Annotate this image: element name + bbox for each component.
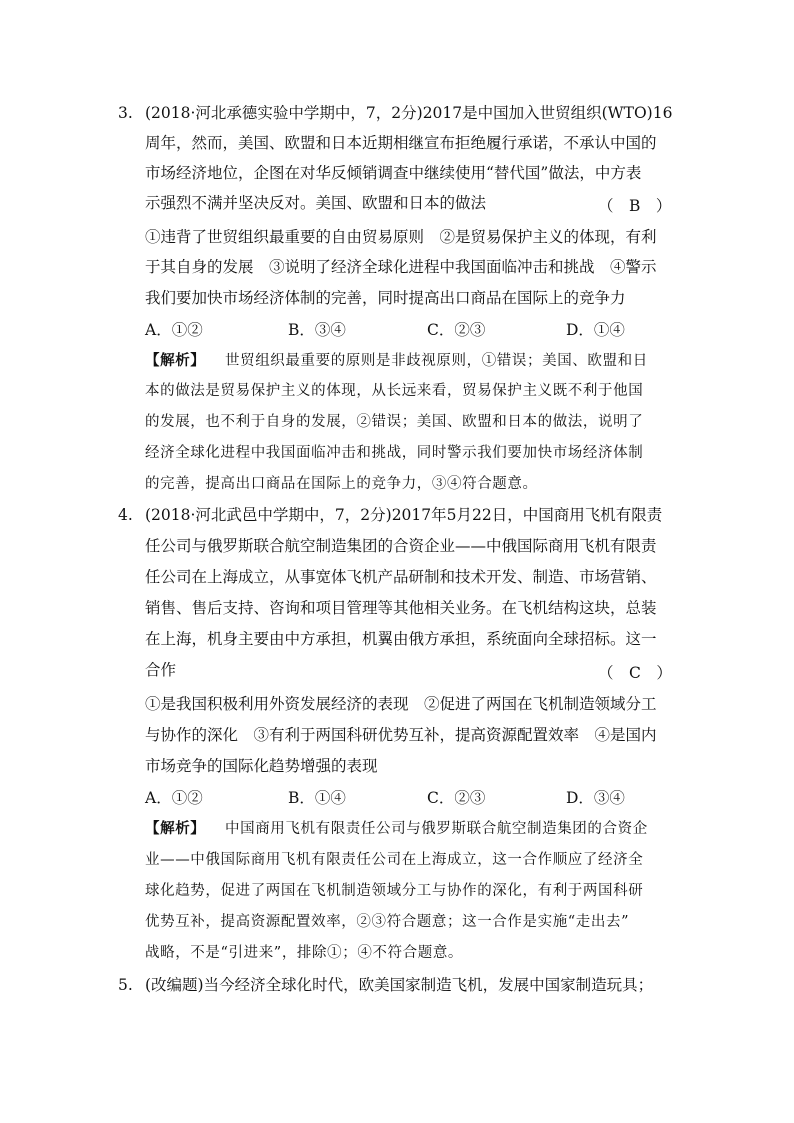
- option-c: C．②③: [427, 789, 486, 807]
- option-a: A．①②: [145, 789, 203, 807]
- analysis-line: 业——中俄国际商用飞机有限责任公司在上海成立，这一合作顺应了经济全: [145, 852, 644, 868]
- option-d: D．③④: [566, 789, 625, 807]
- analysis-line: 的完善，提高出口商品在国际上的竞争力，③④符合题意。: [145, 476, 538, 492]
- option-b: B．①④: [288, 789, 346, 807]
- option-b: B．③④: [288, 321, 346, 339]
- answer-bracket: （ B ）: [598, 197, 672, 215]
- analysis-line: 经济全球化进程中我国面临冲击和挑战，同时警示我们要加快市场经济体制: [145, 445, 644, 461]
- question-text-line: 周年，然而，美国、欧盟和日本近期相继宣布拒绝履行承诺，不承认中国的: [145, 134, 657, 152]
- statement-line: 我们要加快市场经济体制的完善，同时提高出口商品在国际上的竞争力: [145, 289, 626, 307]
- question-text-line: (2018·河北承德实验中学期中，7，2分)2017是中国加入世贸组织(WTO)16: [145, 104, 673, 122]
- statement-line: ①违背了世贸组织最重要的自由贸易原则 ②是贸易保护主义的体现，有利: [145, 228, 657, 246]
- question-text-line: (2018·河北武邑中学期中，7，2分)2017年5月22日，中国商用飞机有限责: [145, 506, 663, 524]
- question-text-line: 任公司在上海成立，从事宽体飞机产品研制和技术开发、制造、市场营销、: [145, 568, 657, 586]
- analysis-line: 优势互补，提高资源配置效率，②③符合题意；这一合作是实施“走出去”: [145, 914, 630, 930]
- question-number: 3.: [118, 104, 133, 122]
- analysis-line: 的发展，也不利于自身的发展，②错误；美国、欧盟和日本的做法，说明了: [145, 414, 644, 430]
- statement-line: 于其自身的发展 ③说明了经济全球化进程中我国面临冲击和挑战 ④警示: [145, 258, 657, 276]
- analysis-tag: 【解析】: [145, 352, 206, 369]
- statement-line: 与协作的深化 ③有利于两国科研优势互补，提高资源配置效率 ④是国内: [145, 726, 657, 744]
- question-text-line: 任公司与俄罗斯联合航空制造集团的合资企业——中俄国际商用飞机有限责: [145, 537, 657, 555]
- question-number: 5.: [118, 976, 133, 994]
- question-text-line: 示强烈不满并坚决反对。美国、欧盟和日本的做法: [145, 194, 487, 212]
- option-a: A．①②: [145, 321, 203, 339]
- statement-line: ①是我国积极利用外资发展经济的表现 ②促进了两国在飞机制造领域分工: [145, 695, 657, 713]
- question-text-line: 销售、售后支持、咨询和项目管理等其他相关业务。在飞机结构这块，总装: [145, 599, 657, 617]
- question-text-line: 合作: [145, 661, 177, 679]
- analysis-line: 战略，不是“引进来”，排除①；④不符合题意。: [145, 945, 464, 961]
- analysis-line: 球化趋势，促进了两国在飞机制造领域分工与协作的深化，有利于两国科研: [145, 883, 644, 899]
- option-d: D．①④: [566, 321, 625, 339]
- analysis-tag: 【解析】: [145, 820, 206, 837]
- analysis-line: 本的做法是贸易保护主义的体现，从长远来看，贸易保护主义既不利于他国: [145, 383, 644, 399]
- question-text-line: (改编题)当今经济全球化时代，欧美国家制造飞机，发展中国家制造玩具；: [145, 976, 654, 994]
- analysis-line: 世贸组织最重要的原则是非歧视原则，①错误；美国、欧盟和日: [225, 353, 648, 369]
- question-number: 4.: [118, 506, 133, 524]
- statement-line: 市场竞争的国际化趋势增强的表现: [145, 757, 378, 775]
- analysis-line: 中国商用飞机有限责任公司与俄罗斯联合航空制造集团的合资企: [225, 821, 648, 837]
- question-text-line: 市场经济地位，企图在对华反倾销调查中继续使用“替代国”做法，中方表: [145, 164, 642, 182]
- question-text-line: 在上海，机身主要由中方承担，机翼由俄方承担，系统面向全球招标。这一: [145, 630, 657, 648]
- answer-bracket: （ C ）: [598, 664, 672, 682]
- option-c: C．②③: [427, 321, 486, 339]
